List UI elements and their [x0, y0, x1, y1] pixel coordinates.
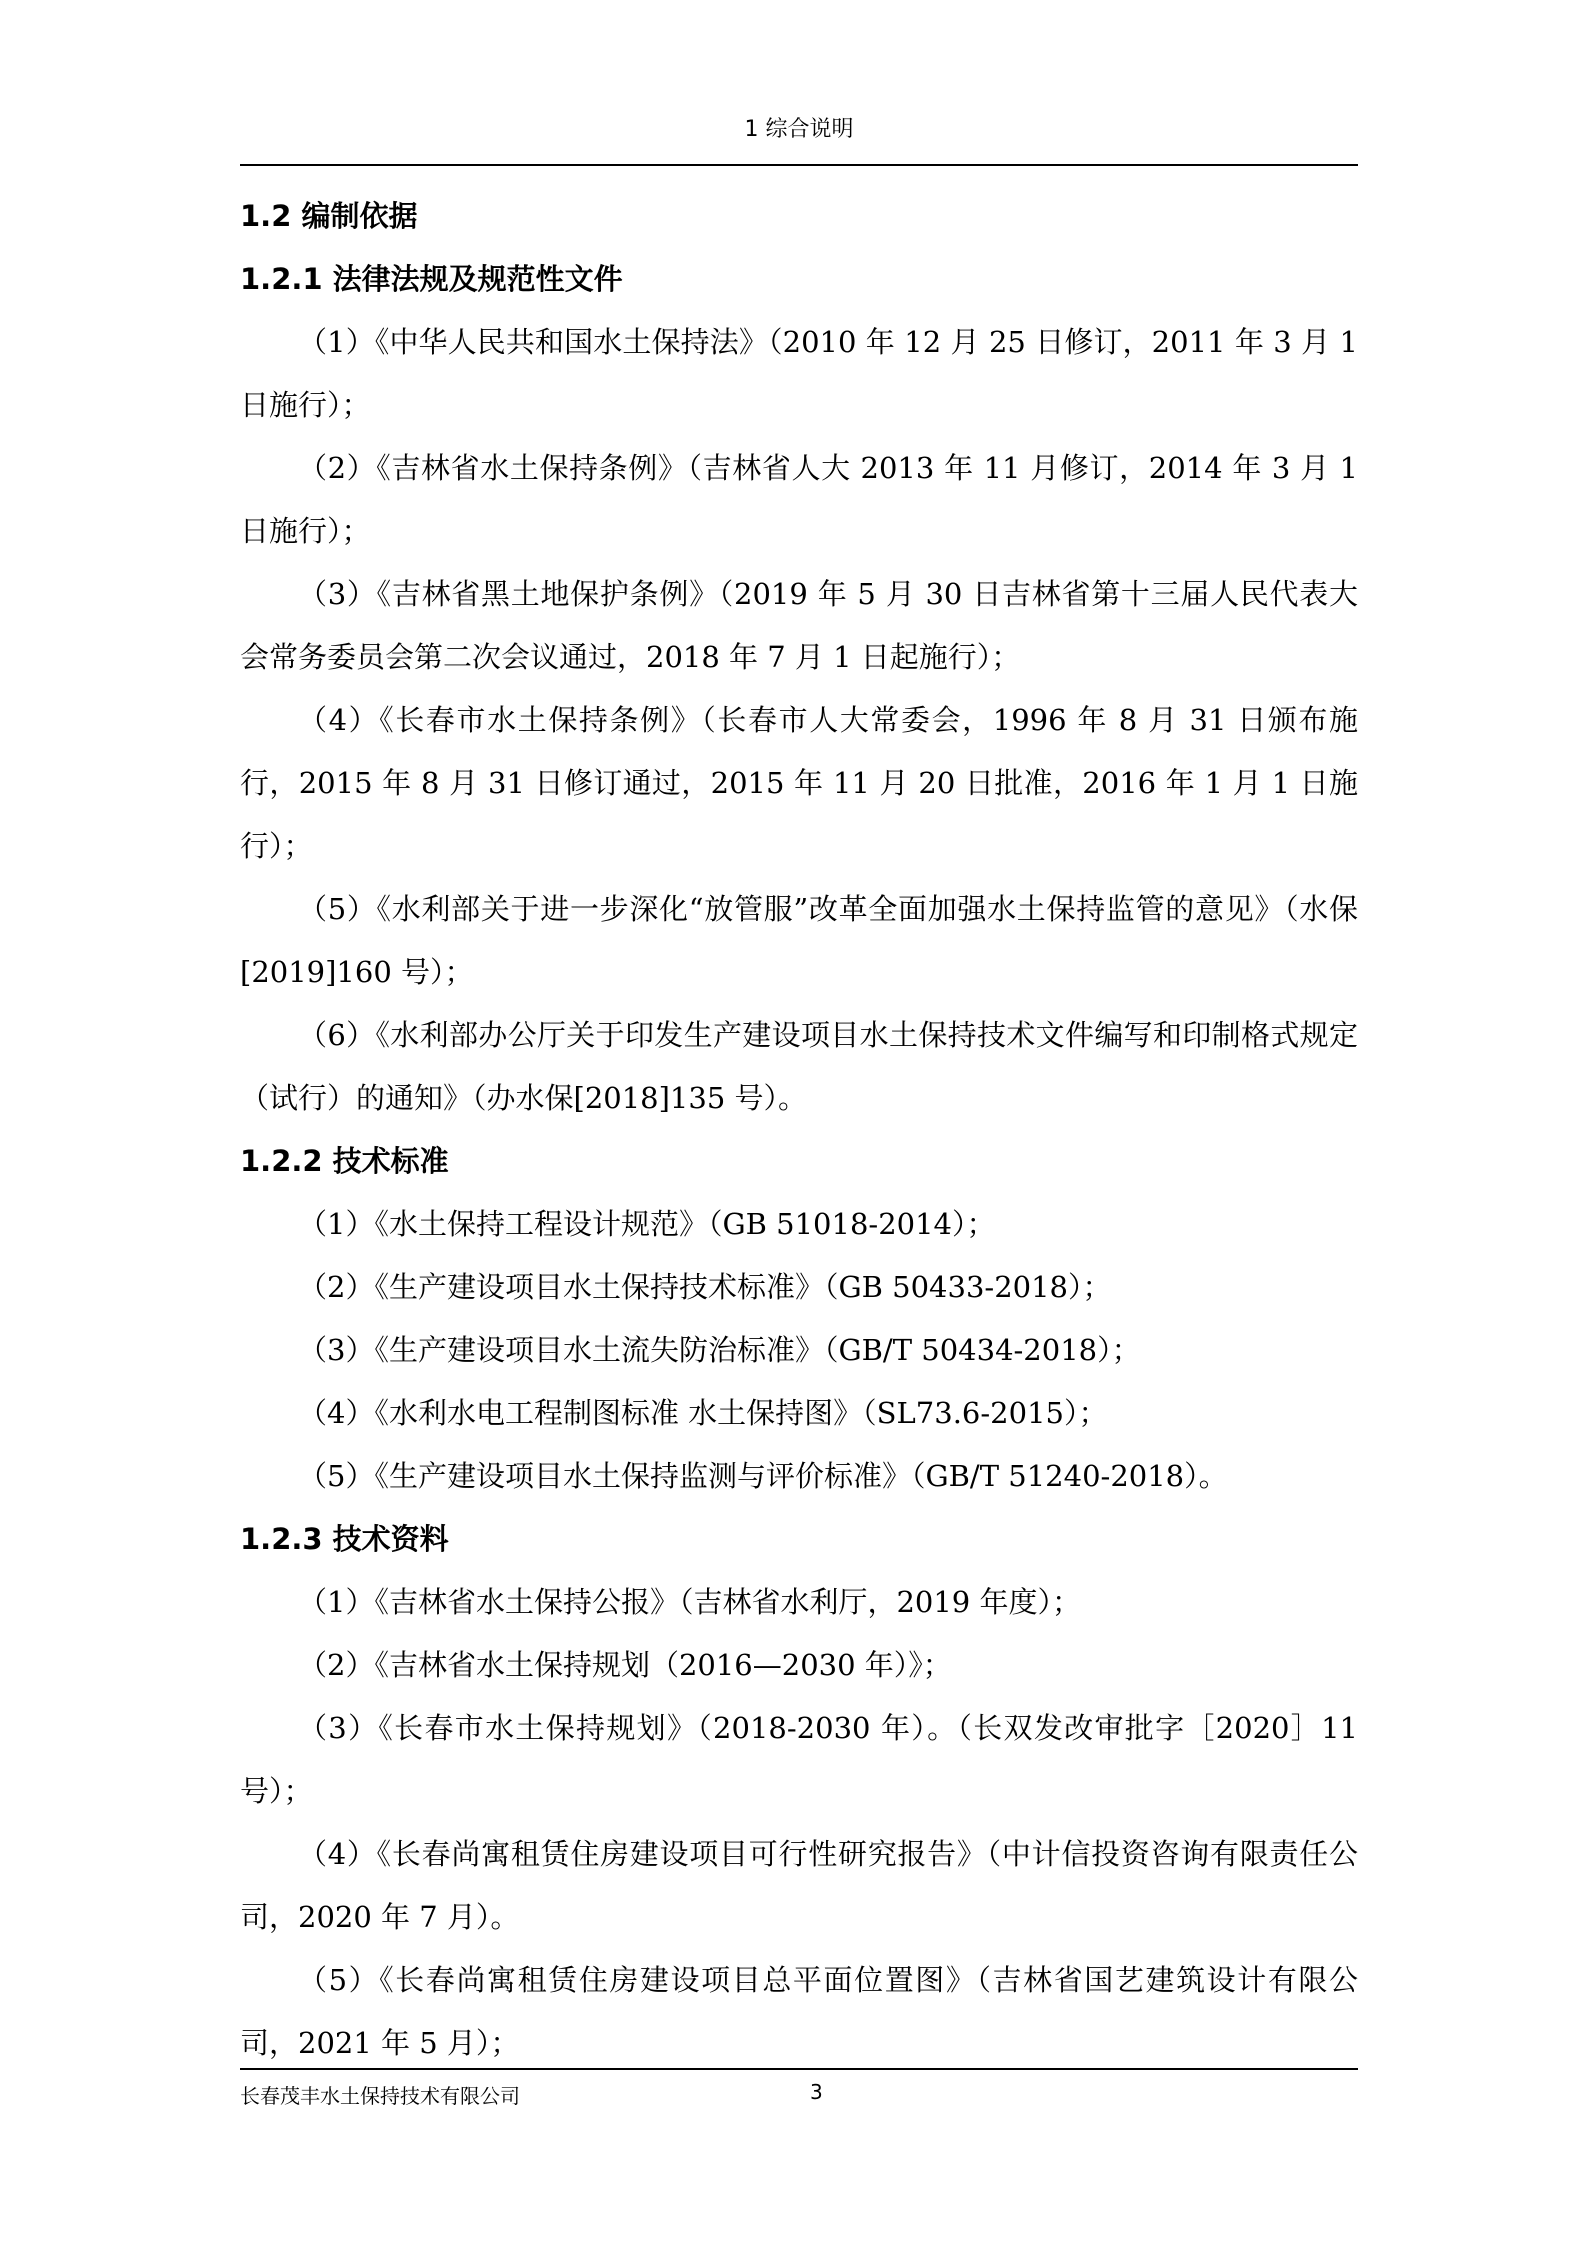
page-number: 3	[810, 2080, 823, 2104]
law-item-6: （6）《水利部办公厅关于印发生产建设项目水土保持技术文件编写和印制格式规定（试行）的通知》（办水保[2018]135 号）。	[240, 1018, 1358, 1115]
standard-item-4: （4）《水利水电工程制图标准 水土保持图》（SL73.6-2015）；	[298, 1396, 1108, 1430]
law-item-3: （3）《吉林省黑土地保护条例》（2019 年 5 月 30 日吉林省第十三届人民代表大会常务委员会第二次会议通过，2018 年 7 月 1 日起施行）；	[240, 577, 1358, 674]
law-item-4: （4）《长春市水土保持条例》（长春市人大常委会，1996 年 8 月 31 日颁布施行，2015 年 8 月 31 日修订通过，2015 年 11 月 20 日批准，2016 年 1 月 1 日施行）；	[240, 703, 1358, 863]
footer-company-name: 长春茂丰水土保持技术有限公司	[240, 2084, 520, 2108]
reference-item-1: （1）《吉林省水土保持公报》（吉林省水利厅，2019 年度）；	[298, 1585, 1081, 1619]
footer-divider	[240, 2068, 1358, 2070]
law-item-1: （1）《中华人民共和国水土保持法》（2010 年 12 月 25 日修订，2011 年 3 月 1 日施行）；	[240, 325, 1358, 422]
reference-item-4: （4）《长春尚寓租赁住房建设项目可行性研究报告》（中计信投资咨询有限责任公司，2020 年 7 月）。	[240, 1837, 1358, 1934]
document-body	[240, 185, 1358, 2075]
reference-item-3: （3）《长春市水土保持规划》（2018-2030 年）。（长双发改审批字［2020］11 号）；	[240, 1711, 1358, 1808]
header-divider	[240, 164, 1358, 166]
section-heading-1-2-2: 1.2.2 技术标准	[240, 1144, 449, 1178]
law-item-5: （5）《水利部关于进一步深化“放管服”改革全面加强水土保持监管的意见》（水保[2019]160 号）；	[240, 892, 1358, 989]
reference-item-5: （5）《长春尚寓租赁住房建设项目总平面位置图》（吉林省国艺建筑设计有限公司，2021 年 5 月）；	[240, 1963, 1358, 2060]
standard-item-2: （2）《生产建设项目水土保持技术标准》（GB 50433-2018）；	[298, 1270, 1112, 1304]
section-heading-1-2: 1.2 编制依据	[240, 199, 418, 233]
section-heading-1-2-1: 1.2.1 法律法规及规范性文件	[240, 262, 623, 296]
standard-item-3: （3）《生产建设项目水土流失防治标准》（GB/T 50434-2018）；	[298, 1333, 1141, 1367]
standard-item-1: （1）《水土保持工程设计规范》（GB 51018-2014）；	[298, 1207, 996, 1241]
reference-item-2: （2）《吉林省水土保持规划（2016—2030 年）》；	[298, 1648, 952, 1682]
standard-item-5: （5）《生产建设项目水土保持监测与评价标准》（GB/T 51240-2018）。	[298, 1459, 1228, 1493]
law-item-2: （2）《吉林省水土保持条例》（吉林省人大 2013 年 11 月修订，2014 年 3 月 1 日施行）；	[240, 451, 1358, 548]
section-heading-1-2-3: 1.2.3 技术资料	[240, 1522, 449, 1556]
page-header-chapter: 1 综合说明	[744, 117, 854, 142]
